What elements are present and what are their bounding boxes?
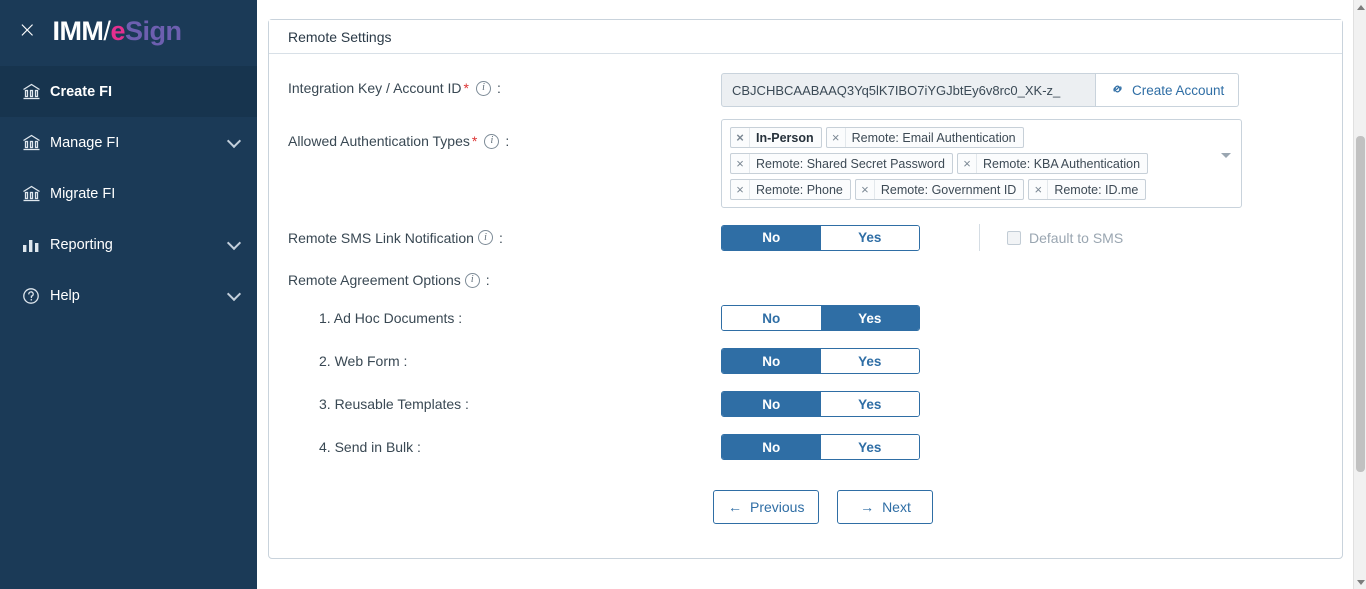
main-content <box>257 0 1366 589</box>
close-small-icon[interactable]: × <box>731 128 750 147</box>
next-button-label: Next <box>882 499 911 515</box>
ad-hoc-documents-toggle[interactable] <box>721 305 920 331</box>
chevron-down-icon[interactable] <box>1221 153 1231 158</box>
info-icon[interactable]: i <box>465 273 480 288</box>
chip-label: Remote: Government ID <box>880 182 1017 197</box>
close-small-icon[interactable]: × <box>1029 180 1048 199</box>
required-marker: * <box>471 133 478 149</box>
arrow-right-icon: → <box>860 499 875 515</box>
agreement-option-row <box>269 434 1342 460</box>
page-scrollbar[interactable] <box>1353 0 1366 589</box>
chevron-down-icon <box>227 286 241 300</box>
auth-type-chip <box>730 179 851 200</box>
auth-type-chip <box>1028 179 1146 200</box>
sidebar-item-label: Manage FI <box>50 134 120 151</box>
chip-label: Remote: Email Authentication <box>851 130 1016 145</box>
remote-sms-label <box>288 230 721 246</box>
close-small-icon[interactable]: × <box>856 180 875 199</box>
next-button[interactable] <box>837 490 933 524</box>
integration-key-controls <box>721 73 1239 107</box>
chevron-down-icon <box>227 235 241 249</box>
question-circle-icon <box>22 287 50 305</box>
integration-key-label-text: Integration Key / Account ID <box>288 80 462 96</box>
scroll-down-arrow-icon[interactable] <box>1354 575 1366 589</box>
toggle-option-yes[interactable]: Yes <box>821 226 920 250</box>
label-colon: : <box>497 80 501 96</box>
logo-imm: IMM <box>52 15 104 46</box>
chip-label: In-Person <box>756 130 814 145</box>
toggle-option-yes[interactable]: Yes <box>821 392 920 416</box>
app-logo <box>52 16 181 47</box>
chip-label: Remote: Phone <box>756 182 843 197</box>
required-marker: * <box>463 80 469 96</box>
panel-body <box>269 73 1342 524</box>
auth-type-chip <box>826 127 1024 148</box>
logo-slash: / <box>103 15 111 46</box>
close-small-icon[interactable]: × <box>731 180 750 199</box>
toggle-option-no[interactable]: No <box>722 226 821 250</box>
auth-types-label-text: Allowed Authentication Types <box>288 133 470 149</box>
toggle-option-no[interactable]: No <box>722 306 821 330</box>
bank-icon <box>22 134 50 151</box>
sidebar-item-label: Reporting <box>50 236 113 253</box>
scroll-up-arrow-icon[interactable] <box>1354 0 1366 14</box>
auth-type-chip <box>730 153 953 174</box>
scrollbar-thumb[interactable] <box>1356 136 1365 472</box>
integration-key-input[interactable] <box>721 73 1096 107</box>
toggle-option-no[interactable]: No <box>722 392 821 416</box>
sidebar <box>0 0 257 589</box>
agreement-options-label <box>288 272 721 288</box>
panel-title: Remote Settings <box>269 20 1342 54</box>
checkbox-icon[interactable] <box>1007 231 1021 245</box>
default-to-sms-checkbox-wrap[interactable] <box>1007 230 1123 246</box>
sidebar-item-migrate-fi[interactable] <box>0 168 257 219</box>
arrow-left-icon: ← <box>728 499 742 515</box>
create-account-label: Create Account <box>1132 82 1225 98</box>
agreement-option-label: 4. Send in Bulk : <box>319 439 421 455</box>
agreement-option-label: 1. Ad Hoc Documents : <box>319 310 463 326</box>
create-account-button[interactable] <box>1096 73 1239 107</box>
previous-button-label: Previous <box>750 499 805 515</box>
label-colon: : <box>498 229 503 246</box>
agreement-options-label-text: Remote Agreement Options <box>288 272 461 288</box>
auth-types-multiselect[interactable] <box>721 119 1242 208</box>
logo-sign: Sign <box>124 15 182 46</box>
agreement-option-row <box>269 391 1342 417</box>
info-icon[interactable]: i <box>484 134 499 149</box>
toggle-option-yes[interactable]: Yes <box>821 435 920 459</box>
sidebar-item-label: Help <box>50 287 80 304</box>
previous-button[interactable] <box>713 490 819 524</box>
remote-settings-panel <box>268 19 1343 559</box>
close-small-icon[interactable]: × <box>731 154 750 173</box>
close-small-icon[interactable]: × <box>958 154 977 173</box>
chip-label: Remote: KBA Authentication <box>982 156 1141 171</box>
auth-types-label <box>288 119 721 149</box>
sidebar-item-label: Migrate FI <box>50 185 116 202</box>
chip-label: Remote: ID.me <box>1054 182 1139 197</box>
web-form-toggle[interactable] <box>721 348 920 374</box>
sidebar-item-label: Create FI <box>50 83 113 100</box>
sidebar-item-manage-fi[interactable] <box>0 117 257 168</box>
agreement-option-label: 2. Web Form : <box>319 353 408 369</box>
toggle-option-no[interactable]: No <box>722 349 821 373</box>
sidebar-item-help[interactable] <box>0 270 257 321</box>
agreement-option-row <box>269 348 1342 374</box>
sidebar-item-reporting[interactable] <box>0 219 257 270</box>
sidebar-nav <box>0 66 257 321</box>
bank-icon <box>22 83 50 100</box>
info-icon[interactable]: i <box>478 230 493 245</box>
label-colon: : <box>505 133 510 149</box>
agreement-options-row <box>269 272 1342 288</box>
info-icon[interactable]: i <box>476 81 491 96</box>
auth-type-chip <box>730 127 822 148</box>
bar-chart-icon <box>22 237 50 253</box>
link-account-icon <box>1110 83 1125 98</box>
toggle-option-no[interactable]: No <box>722 435 821 459</box>
remote-sms-toggle[interactable] <box>721 225 920 251</box>
wizard-buttons <box>269 490 1342 524</box>
chevron-down-icon <box>227 133 241 147</box>
vertical-divider <box>979 224 980 251</box>
agreement-option-label: 3. Reusable Templates : <box>319 396 469 412</box>
integration-key-label <box>288 73 721 96</box>
default-to-sms-label: Default to SMS <box>1029 229 1124 246</box>
chip-label: Remote: Shared Secret Password <box>756 156 945 171</box>
label-colon: : <box>485 272 490 288</box>
logo-e: e <box>110 15 125 46</box>
close-small-icon[interactable]: × <box>827 128 846 147</box>
toggle-option-yes[interactable]: Yes <box>821 306 920 330</box>
reusable-templates-toggle[interactable] <box>721 391 920 417</box>
sidebar-item-create-fi[interactable] <box>0 66 257 117</box>
auth-types-row <box>269 119 1342 208</box>
bank-icon <box>22 185 50 202</box>
send-in-bulk-toggle[interactable] <box>721 434 920 460</box>
sidebar-header <box>0 0 257 62</box>
integration-key-row <box>269 73 1342 107</box>
remote-sms-row <box>269 224 1342 251</box>
toggle-option-yes[interactable]: Yes <box>821 349 920 373</box>
auth-type-chip <box>855 179 1024 200</box>
auth-type-chip <box>957 153 1148 174</box>
remote-sms-label-text: Remote SMS Link Notification <box>288 229 474 246</box>
agreement-option-row <box>269 305 1342 331</box>
remote-sms-controls <box>721 224 1123 251</box>
close-icon[interactable]: × <box>18 18 37 43</box>
